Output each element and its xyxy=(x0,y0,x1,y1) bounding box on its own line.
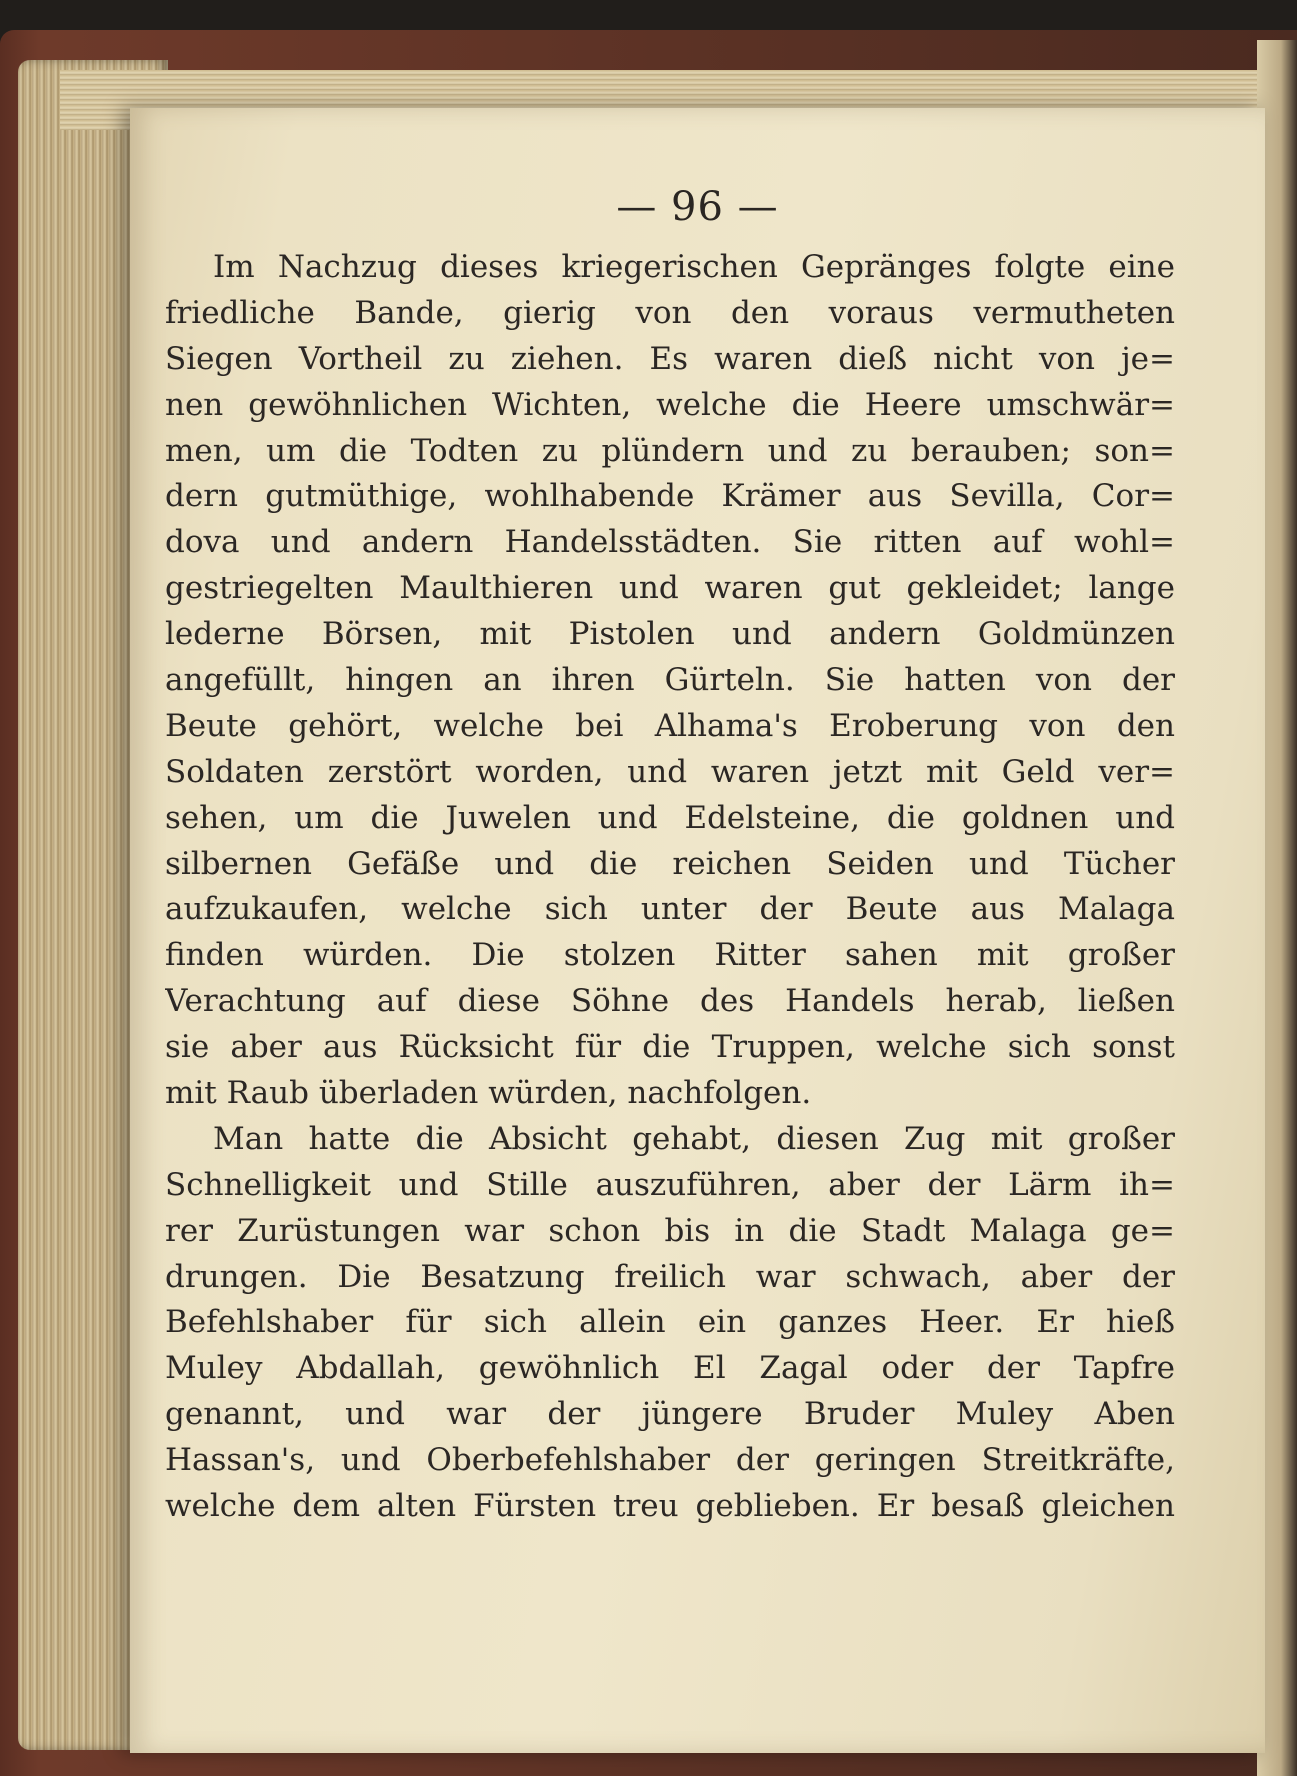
text-line: drungen. Die Besatzung freilich war schwach, aber der xyxy=(165,1258,1175,1295)
text-line: gestriegelten Maulthieren und waren gut gekleidet; lange xyxy=(165,570,1175,607)
body-text xyxy=(165,245,1175,1530)
page-number: — 96 — xyxy=(616,184,779,230)
text-line: nen gewöhnlichen Wichten, welche die Heere umschwär= xyxy=(165,386,1175,423)
text-line: finden würden. Die stolzen Ritter sahen mit großer xyxy=(165,937,1175,974)
text-line: genannt, und war der jüngere Bruder Muley Aben xyxy=(165,1396,1175,1433)
text-line: sehen, um die Juwelen und Edelsteine, die goldnen und xyxy=(165,799,1175,836)
text-line: Siegen Vortheil zu ziehen. Es waren dieß nicht von je= xyxy=(165,340,1175,377)
text-line: angefüllt, hingen an ihren Gürteln. Sie hatten von der xyxy=(165,662,1175,699)
text-line: mit Raub überladen würden, nachfolgen. xyxy=(165,1075,812,1112)
text-line: Befehlshaber für sich allein ein ganzes Heer. Er hieß xyxy=(165,1304,1175,1341)
text-line: sie aber aus Rücksicht für die Truppen, welche sich sonst xyxy=(165,1029,1175,1066)
text-line: Verachtung auf diese Söhne des Handels herab, ließen xyxy=(165,983,1175,1020)
text-line: lederne Börsen, mit Pistolen und andern Goldmünzen xyxy=(165,616,1175,653)
text-line: Man hatte die Absicht gehabt, diesen Zug mit großer xyxy=(213,1120,1175,1157)
text-line: welche dem alten Fürsten treu geblieben. Er besaß gleichen xyxy=(165,1488,1175,1525)
text-line: men, um die Todten zu plündern und zu berauben; son= xyxy=(165,432,1175,469)
text-line: Beute gehört, welche bei Alhama's Eroberung von den xyxy=(165,707,1175,744)
text-line: rer Zurüstungen war schon bis in die Stadt Malaga ge= xyxy=(165,1212,1175,1249)
text-line: Hassan's, und Oberbefehlshaber der geringen Streitkräfte, xyxy=(165,1442,1175,1479)
text-line: silbernen Gefäße und die reichen Seiden und Tücher xyxy=(165,845,1175,882)
text-line: Im Nachzug dieses kriegerischen Gepränges folgte eine xyxy=(213,249,1175,285)
text-line: friedliche Bande, gierig von den voraus vermutheten xyxy=(165,294,1175,331)
text-line: Schnelligkeit und Stille auszuführen, aber der Lärm ih= xyxy=(165,1166,1175,1203)
text-line: Muley Abdallah, gewöhnlich El Zagal oder der Tapfre xyxy=(165,1350,1175,1387)
text-line: Soldaten zerstört worden, und waren jetzt mit Geld ver= xyxy=(165,753,1175,790)
text-line: dova und andern Handelsstädten. Sie ritten auf wohl= xyxy=(165,524,1175,561)
text-line: aufzukaufen, welche sich unter der Beute aus Malaga xyxy=(165,891,1175,928)
text-line: dern gutmüthige, wohlhabende Krämer aus Sevilla, Cor= xyxy=(165,478,1175,515)
